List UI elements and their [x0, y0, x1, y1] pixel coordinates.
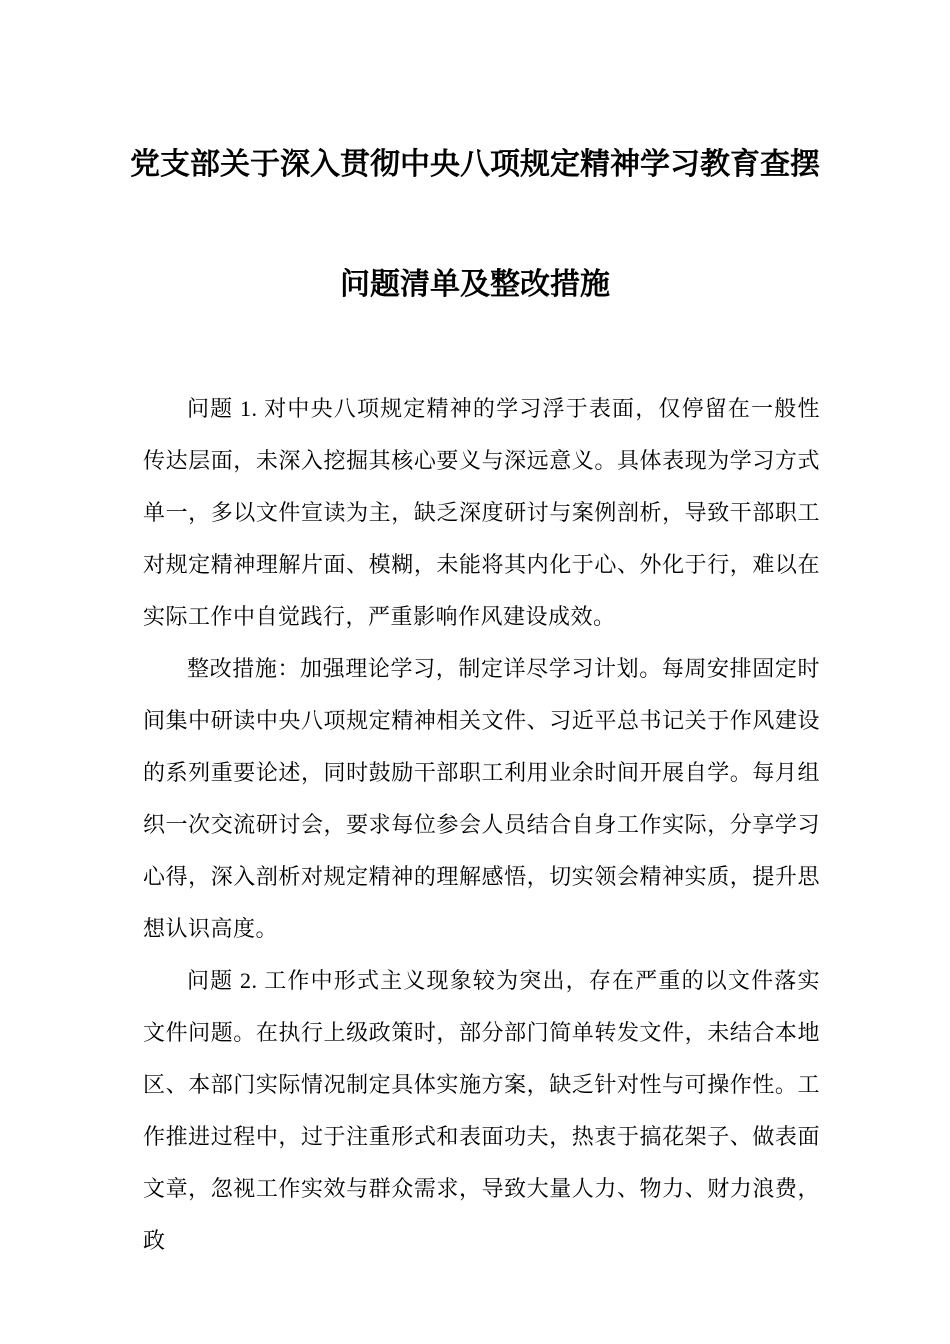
document-title-line-1: 党支部关于深入贯彻中央八项规定精神学习教育查摆 — [130, 148, 820, 181]
document-body — [0, 383, 820, 1267]
document-title-line-2: 问题清单及整改措施 — [340, 268, 610, 301]
paragraph-problem-1: 问题 1. 对中央八项规定精神的学习浮于表面，仅停留在一般性传达层面，未深入挖掘其核心要义与深远意义。具体表现为学习方式单一，多以文件宣读为主，缺乏深度研讨与案例剖析，导致干部职工对规定精神理解片面、模糊，未能将其内化于心、外化于行，难以在实际工作中自觉践行，严重影响作风建设成效。 — [143, 396, 820, 629]
document-title — [0, 0, 950, 304]
paragraph-problem-2: 问题 2. 工作中形式主义现象较为突出，存在严重的以文件落实文件问题。在执行上级政策时，部分部门简单转发文件，未结合本地区、本部门实际情况制定具体实施方案，缺乏针对性与可操作性。工作推进过程中，过于注重形式和表面功夫，热衷于搞花架子、做表面文章，忽视工作实效与群众需求，导致大量人力、物力、财力浪费，政 — [143, 968, 820, 1253]
paragraph-rectification-measures-1: 整改措施：加强理论学习，制定详尽学习计划。每周安排固定时间集中研读中央八项规定精神相关文件、习近平总书记关于作风建设的系列重要论述，同时鼓励干部职工利用业余时间开展自学。每月组织一次交流研讨会，要求每位参会人员结合自身工作实际，分享学习心得，深入剖析对规定精神的理解感悟，切实领会精神实质，提升思想认识高度。 — [143, 656, 820, 941]
